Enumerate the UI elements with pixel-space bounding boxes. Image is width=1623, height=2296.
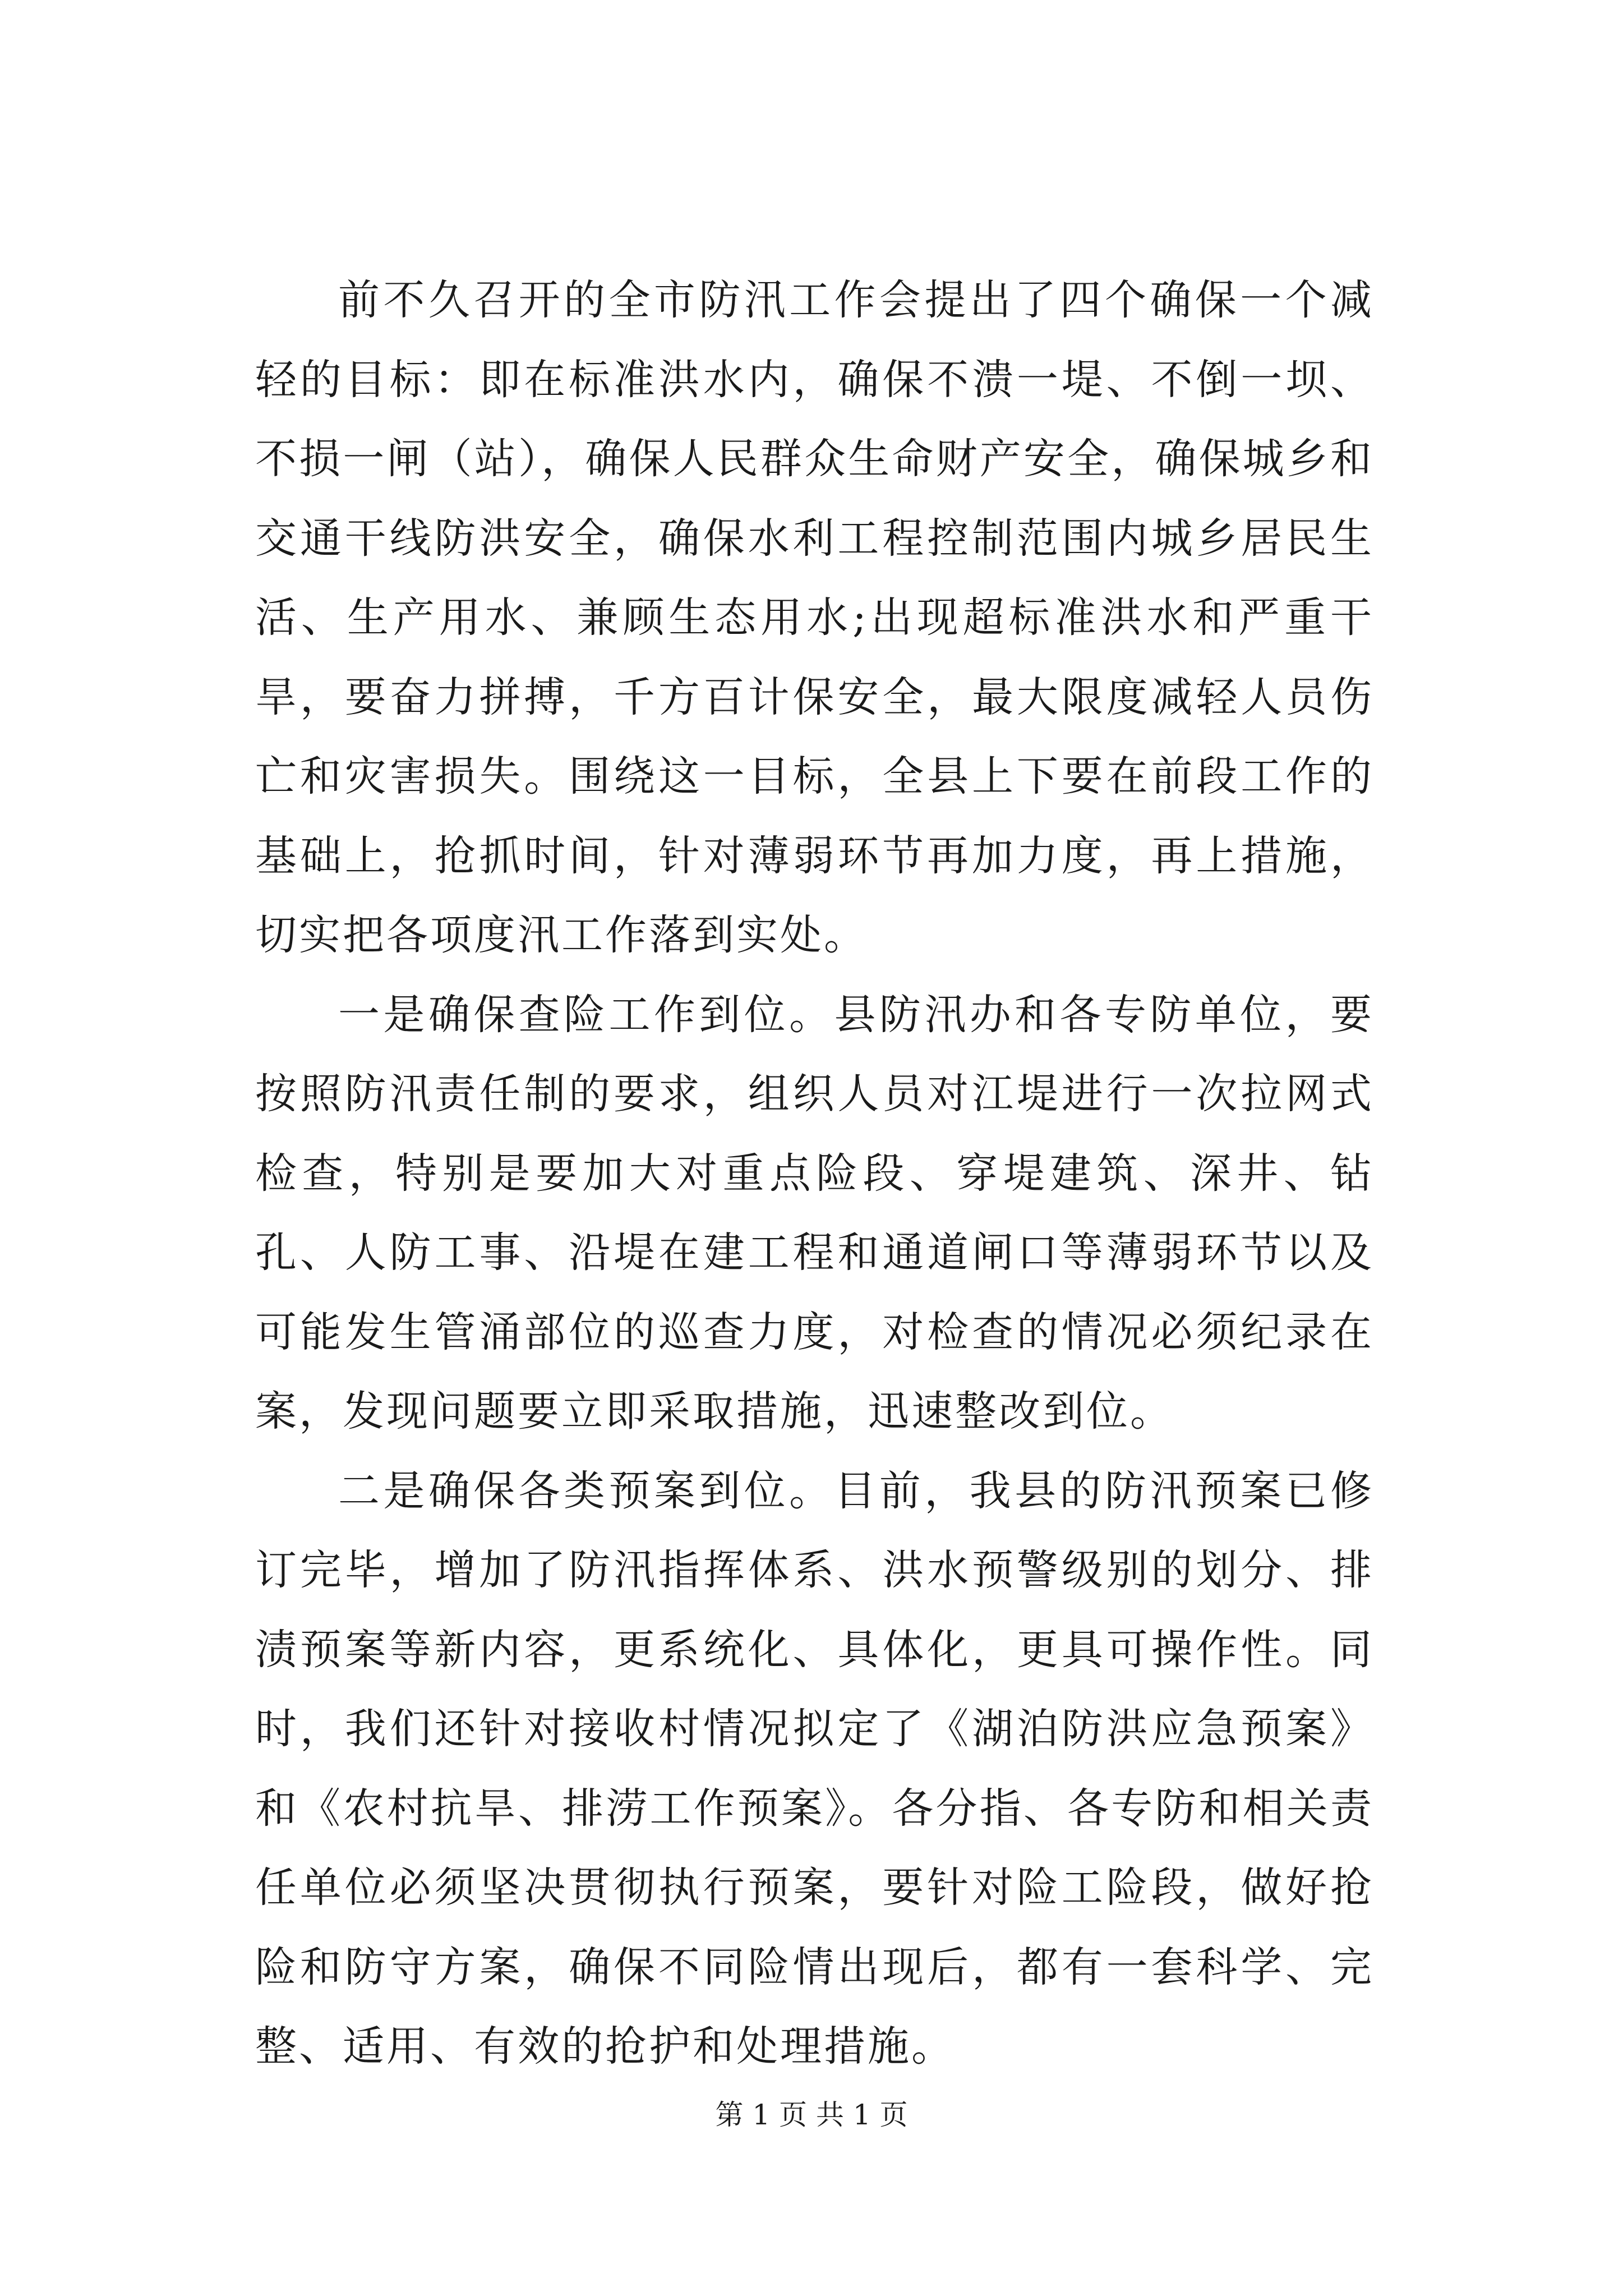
paragraph-intro: 前不久召开的全市防汛工作会提出了四个确保一个减轻的目标：即在标准洪水内，确保不溃一堤、不倒一坝、不损一闸（站），确保人民群众生命财产安全，确保城乡和交通干线防洪安全，确保水利工程控制范围内城乡居民生活、生产用水、兼顾生态用水;出现超标准洪水和严重干旱，要奋力拼搏，千方百计保安全，最大限度减轻人员伤亡和灾害损失。围绕这一目标，全县上下要在前段工作的基础上，抢抓时间，针对薄弱环节再加力度，再上措施，切实把各项度汛工作落到实处。: [255, 276, 1374, 959]
paragraph-inspection: 一是确保查险工作到位。县防汛办和各专防单位，要按照防汛责任制的要求，组织人员对江堤进行一次拉网式检查，特别是要加大对重点险段、穿堤建筑、深井、钻孔、人防工事、沿堤在建工程和通道闸口等薄弱环节以及可能发生管涌部位的巡查力度，对检查的情况必须纪录在案，发现问题要立即采取措施，迅速整改到位。: [255, 990, 1374, 1435]
page-footer: 第 1 页 共 1 页: [715, 2099, 908, 2131]
paragraph-contingency-plans: 二是确保各类预案到位。目前，我县的防汛预案已修订完毕，增加了防汛指挥体系、洪水预警级别的划分、排渍预案等新内容，更系统化、具体化，更具可操作性。同时，我们还针对接收村情况拟定了《湖泊防洪应急预案》和《农村抗旱、排涝工作预案》。各分指、各专防和相关责任单位必须坚决贯彻执行预案，要针对险工险段，做好抢险和防守方案，确保不同险情出现后，都有一套科学、完整、适用、有效的抢护和处理措施。: [255, 1466, 1374, 2070]
document-body: [255, 261, 1374, 2087]
